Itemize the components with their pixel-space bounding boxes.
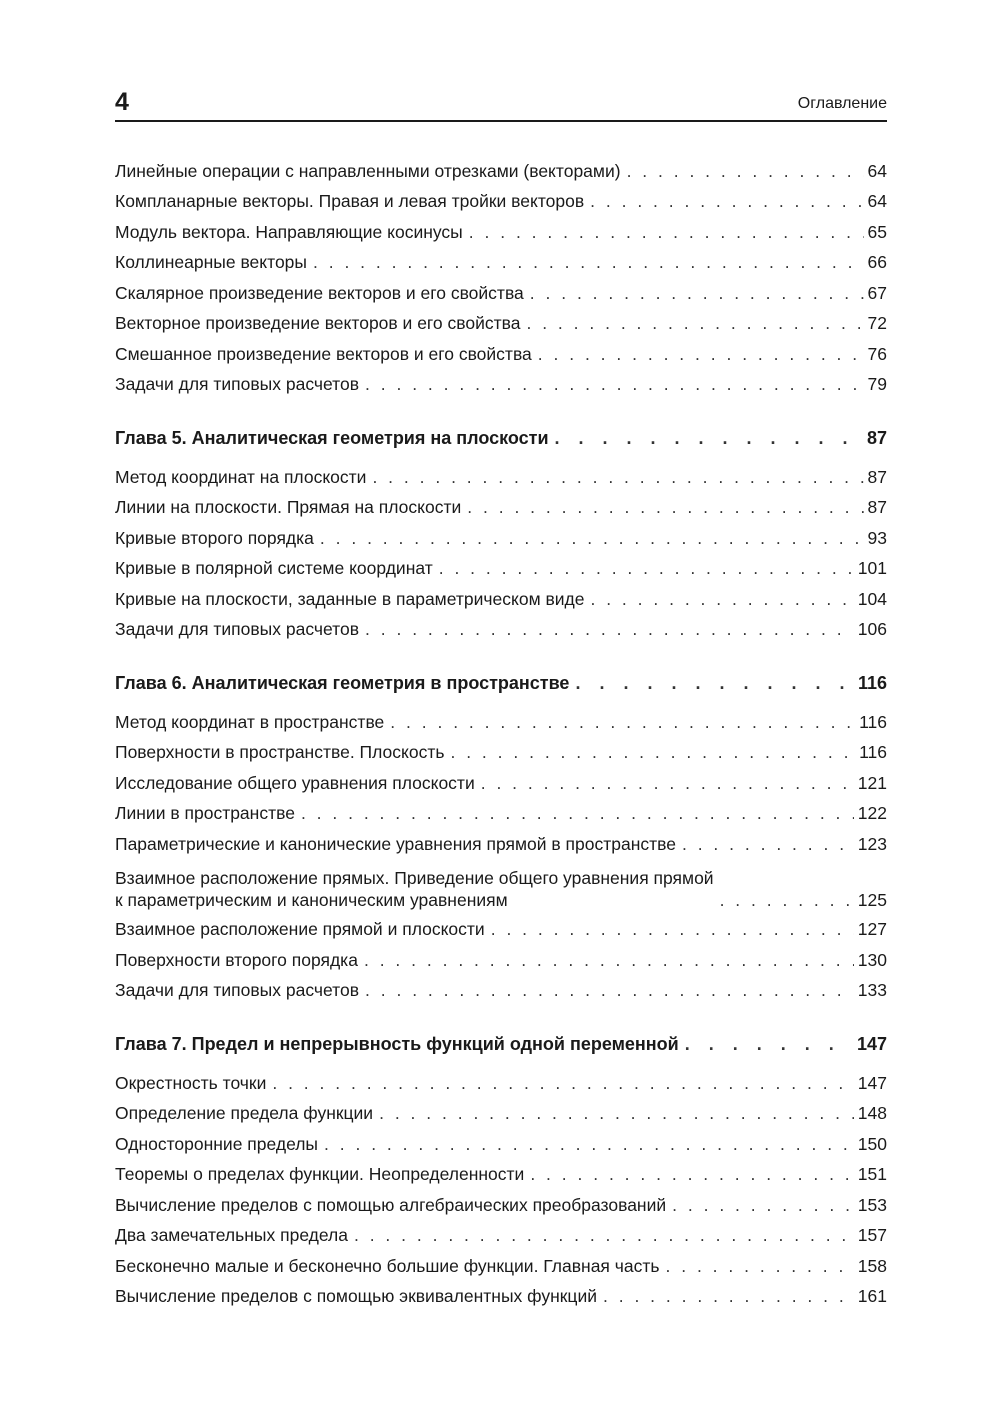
toc-entry-title: Поверхности второго порядка [115,950,358,970]
toc-entry [115,735,887,763]
toc-entry [115,1249,887,1277]
dot-leader [439,557,854,579]
toc-entry-title: Окрестность точки [115,1073,267,1093]
toc-entry [115,215,887,243]
toc-entry-page: 122 [857,803,887,823]
toc-entry-title: Кривые в полярной системе координат [115,558,433,578]
dot-leader [354,1224,854,1246]
toc-entry-title: Линейные операции с направленными отрезками (векторами) [115,161,621,181]
toc-entry [115,490,887,518]
toc-entry [115,1096,887,1124]
toc-entry [115,973,887,1001]
dot-leader [530,1163,853,1185]
toc-entry-title: к параметрическим и каноническим уравнениям [115,890,508,910]
toc-entry-page: 64 [867,191,887,211]
toc-entry-page: 93 [867,528,887,548]
toc-entry-page: 130 [857,950,887,970]
toc-entry [115,796,887,824]
chapter-title: Предел и непрерывность функций одной переменной [191,1034,679,1054]
dot-leader [372,466,863,488]
toc-entry [115,154,887,182]
toc-entry [115,855,887,911]
toc-entry-page: 125 [857,890,887,910]
toc-entry-page: 123 [857,834,887,854]
toc-entry [115,1279,887,1307]
dot-leader [590,190,863,212]
toc-entry [115,1066,887,1094]
toc-entry-title: Исследование общего уравнения плоскости [115,773,475,793]
toc-entry [115,551,887,579]
toc-entry [115,827,887,855]
dot-leader [575,672,854,694]
toc-entry [115,912,887,940]
toc-entry-title: Кривые второго порядка [115,528,314,548]
toc-entry [115,705,887,733]
toc-entry [115,276,887,304]
toc-entry-page: 151 [857,1164,887,1184]
chapter-page: 87 [866,428,887,448]
dot-leader [627,160,864,182]
toc-entry-page: 148 [857,1103,887,1123]
dot-leader [365,618,854,640]
toc-entry-title: Линии в пространстве [115,803,295,823]
dot-leader [590,588,853,610]
toc-entry-page: 87 [867,497,887,517]
toc-entry-page: 158 [857,1256,887,1276]
dot-leader [301,802,854,824]
dot-leader [365,373,864,395]
toc-entry [115,1218,887,1246]
dot-leader [390,711,855,733]
dot-leader [555,427,863,449]
chapter-heading [115,666,887,694]
chapter-heading [115,421,887,449]
toc-entry [115,306,887,334]
toc-entry-title: Задачи для типовых расчетов [115,619,360,639]
toc-entry-title: Компланарные векторы. Правая и левая тройки векторов [115,191,585,211]
toc-entry [115,337,887,365]
toc-entry [115,1157,887,1185]
running-title: Оглавление [797,95,887,112]
dot-leader [491,918,854,940]
dot-leader [720,889,854,911]
toc-entry-page: 161 [857,1286,887,1306]
chapter-number: Глава 7. [115,1034,187,1054]
chapter-page: 147 [856,1034,887,1054]
chapter-title: Аналитическая геометрия на плоскости [191,428,549,448]
dot-leader [666,1255,854,1277]
toc-entry-title: Модуль вектора. Направляющие косинусы [115,222,463,242]
dot-leader [672,1194,854,1216]
toc-entry-page: 157 [857,1225,887,1245]
page-header [115,86,887,122]
chapter-number: Глава 5. [115,428,187,448]
toc-entry-title-line1: Взаимное расположение прямых. Приведение общего уравнения прямой [115,868,714,888]
toc-entry-title: Параметрические и канонические уравнения прямой в пространстве [115,834,676,854]
toc-entry [115,1188,887,1216]
toc-entry-title: Скалярное произведение векторов и его свойства [115,283,524,303]
toc-entry [115,521,887,549]
toc-entry-title: Векторное произведение векторов и его свойства [115,313,521,333]
toc-entry-page: 101 [857,558,887,578]
toc-entry-title: Смешанное произведение векторов и его свойства [115,344,532,364]
toc-entry-title: Поверхности в пространстве. Плоскость [115,742,445,762]
toc-entry-page: 87 [867,467,887,487]
dot-leader [364,949,854,971]
toc-entry [115,943,887,971]
dot-leader [320,527,864,549]
dot-leader [272,1072,853,1094]
toc-entry-title: Задачи для типовых расчетов [115,980,360,1000]
toc-entry-page: 67 [867,283,887,303]
chapter-page: 116 [857,673,887,693]
dot-leader [526,312,863,334]
toc-entry-page: 116 [859,742,887,762]
toc-entry [115,367,887,395]
page-number: 4 [115,88,129,116]
toc-entry-page: 153 [857,1195,887,1215]
toc-entry [115,184,887,212]
toc-entry-page: 150 [857,1134,887,1154]
toc-entry-page: 106 [857,619,887,639]
toc-entry-title: Взаимное расположение прямой и плоскости [115,919,485,939]
toc-entry-title: Вычисление пределов с помощью эквивалентных функций [115,1286,597,1306]
dot-leader [450,741,855,763]
toc-entry-title: Метод координат в пространстве [115,712,385,732]
dot-leader [467,496,863,518]
dot-leader [538,343,864,365]
toc-entry-page: 72 [867,313,887,333]
dot-leader [365,979,854,1001]
toc-entry-title: Коллинеарные векторы [115,252,307,272]
toc-entry-title: Определение предела функции [115,1103,374,1123]
dot-leader [379,1102,854,1124]
dot-leader [324,1133,854,1155]
toc-entry-page: 116 [859,712,887,732]
toc-entry-title: Теоремы о пределах функции. Неопределенности [115,1164,525,1184]
toc-entry-page: 121 [857,773,887,793]
dot-leader [603,1285,854,1307]
toc-entry-page: 64 [867,161,887,181]
toc-entry [115,766,887,794]
toc-entry-page: 76 [867,344,887,364]
toc-entry-title: Односторонние пределы [115,1134,319,1154]
toc-entry [115,460,887,488]
toc-entry-title: Метод координат на плоскости [115,467,367,487]
toc-entry [115,245,887,273]
toc-entry [115,612,887,640]
toc-entry [115,582,887,610]
dot-leader [685,1033,853,1055]
toc-entry-page: 147 [857,1073,887,1093]
chapter-heading [115,1027,887,1055]
dot-leader [530,282,864,304]
chapter-number: Глава 6. [115,673,187,693]
toc-entry-page: 79 [867,374,887,394]
toc-entry [115,1127,887,1155]
dot-leader [682,833,854,855]
toc-entry-page: 66 [867,252,887,272]
toc-entry-page: 104 [857,589,887,609]
dot-leader [469,221,864,243]
dot-leader [313,251,864,273]
chapter-title: Аналитическая геометрия в пространстве [191,673,570,693]
toc-entry-title: Линии на плоскости. Прямая на плоскости [115,497,462,517]
toc-entry-page: 127 [857,919,887,939]
toc-entry-title: Два замечательных предела [115,1225,348,1245]
toc-entry-page: 65 [867,222,887,242]
toc-entry-title: Задачи для типовых расчетов [115,374,360,394]
toc-entry-title: Кривые на плоскости, заданные в параметрическом виде [115,589,585,609]
toc-entry-title: Бесконечно малые и бесконечно большие функции. Главная часть [115,1256,660,1276]
dot-leader [481,772,854,794]
toc-entry-page: 133 [857,980,887,1000]
toc-entry-title: Вычисление пределов с помощью алгебраических преобразований [115,1195,667,1215]
